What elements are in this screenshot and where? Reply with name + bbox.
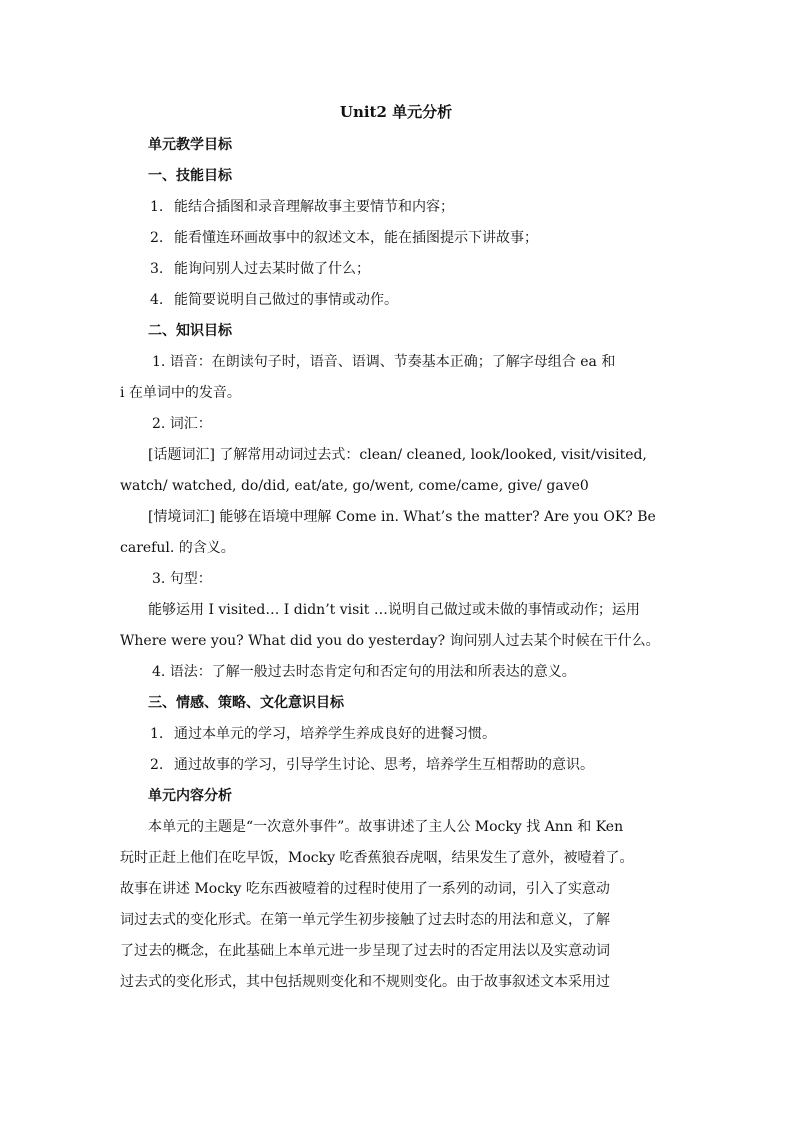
skill-item <box>120 285 672 316</box>
topic-vocab-text: [话题词汇] 了解常用动词过去式：clean/ cleaned, look/looked, visit/visited, <box>148 447 647 463</box>
skills-heading: 一、技能目标 <box>148 168 232 184</box>
analysis-paragraph-line: 了过去的概念，在此基础上本单元进一步呈现了过去时的否定用法以及实意动词 <box>120 943 610 959</box>
grammar-text: 4. 语法：了解一般过去时态肯定句和否定句的用法和所表达的意义。 <box>152 664 576 680</box>
skill-number: 4. <box>150 292 164 308</box>
skill-number: 2. <box>150 230 164 246</box>
emotion-text: 通过故事的学习，引导学生讨论、思考，培养学生互相帮助的意识。 <box>174 757 594 773</box>
sentence-text: 能够运用 I visited… I didn’t visit …说明自己做过或未做的事情或动作；运用 <box>148 602 640 618</box>
emotion-number: 2. <box>150 757 164 773</box>
document-body <box>120 98 672 998</box>
sentence-label: 3. 句型： <box>152 571 212 587</box>
analysis-paragraph-line: 故事在讲述 Mocky 吃东西被噎着的过程时使用了一系列的动词，引入了实意动 <box>120 881 610 897</box>
skill-text: 能简要说明自己做过的事情或动作。 <box>174 292 398 308</box>
emotion-item <box>120 750 672 781</box>
analysis-paragraph-line: 本单元的主题是“一次意外事件”。故事讲述了主人公 Mocky 找 Ann 和 Ken <box>148 819 624 835</box>
context-vocab-text: [情境词汇] 能够在语境中理解 Come in. What’s the matter? Are you OK? Be <box>148 509 656 525</box>
pronunciation-text: 1. 语音：在朗读句子时，语音、语调、节奏基本正确；了解字母组合 ea 和 <box>152 354 616 370</box>
skill-item <box>120 254 672 285</box>
skill-number: 3. <box>150 261 164 277</box>
emotion-text: 通过本单元的学习，培养学生养成良好的进餐习惯。 <box>174 726 496 742</box>
analysis-paragraph-line: 过去式的变化形式，其中包括规则变化和不规则变化。由于故事叙述文本采用过 <box>120 974 610 990</box>
skill-number: 1. <box>150 199 164 215</box>
skill-text: 能看懂连环画故事中的叙述文本，能在插图提示下讲故事； <box>174 230 538 246</box>
skill-text: 能询问别人过去某时做了什么； <box>174 261 370 277</box>
goals-heading: 单元教学目标 <box>148 137 232 153</box>
skill-text: 能结合插图和录音理解故事主要情节和内容； <box>174 199 454 215</box>
sentence-text-cont: Where were you? What did you do yesterday? 询问别人过去某个时候在干什么。 <box>120 633 660 649</box>
analysis-heading: 单元内容分析 <box>148 788 232 804</box>
skill-item <box>120 223 672 254</box>
skill-item <box>120 192 672 223</box>
analysis-paragraph-line: 玩时正赶上他们在吃早饭，Mocky 吃香蕉狼吞虎咽，结果发生了意外，被噎着了。 <box>120 850 634 866</box>
pronunciation-text-cont: i 在单词中的发音。 <box>120 385 241 401</box>
knowledge-heading: 二、知识目标 <box>148 323 232 339</box>
vocab-label: 2. 词汇： <box>152 416 212 432</box>
emotion-item <box>120 719 672 750</box>
emotion-heading: 三、情感、策略、文化意识目标 <box>148 695 344 711</box>
document-title: Unit2 单元分析 <box>339 103 453 121</box>
topic-vocab-text-cont: watch/ watched, do/did, eat/ate, go/went, come/came, give/ gave0 <box>120 478 589 494</box>
emotion-number: 1. <box>150 726 164 742</box>
analysis-paragraph-line: 词过去式的变化形式。在第一单元学生初步接触了过去时态的用法和意义，了解 <box>120 912 610 928</box>
context-vocab-text-cont: careful. 的含义。 <box>120 540 235 556</box>
